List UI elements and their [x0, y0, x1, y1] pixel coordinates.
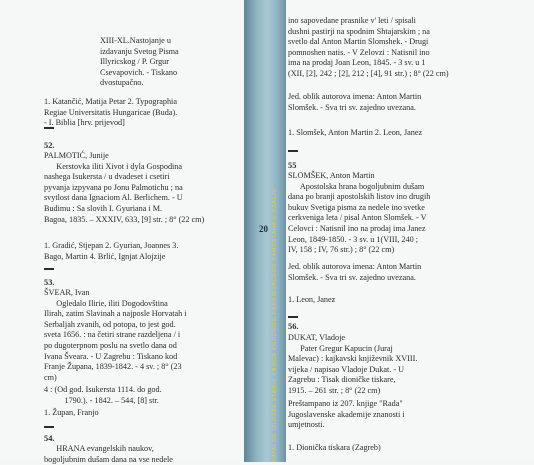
- entry52-index: [44, 241, 178, 262]
- entry-divider: [44, 426, 54, 428]
- text-line: IV, 158 ; IV, 76 str.) ; 8° (22 cm): [288, 245, 395, 255]
- text-line: 1790.). - 1842. – 544, [8] str.: [44, 395, 159, 405]
- entry56-note: [288, 399, 405, 431]
- text-line: po dugoterpnom poslu na svetlo dana od: [44, 340, 177, 350]
- text-line: HRANA evangelskih naukov,: [44, 444, 154, 453]
- text-line: nashega Isukersta / u dvadeset i csetiri: [44, 172, 170, 182]
- text-line: izdavanju Svetog Pisma: [100, 46, 179, 56]
- text-line: Slomšek. - Sva tri sv. zajedno uvezana.: [288, 102, 416, 112]
- text-line: pomnoshen natis. - V Zelovzi : Natisnil ino: [288, 47, 430, 57]
- text-line: Budimu : Sa slovih I. Gyuriana i M.: [44, 203, 163, 213]
- text-line: dana po branji apostolskih listov ino drugih: [288, 192, 431, 202]
- entry54-number: 54.: [44, 434, 55, 443]
- text-line: 1. Gradić, Stjepan 2. Gyurian, Joannes 3.: [44, 241, 179, 250]
- entry55-index: 1. Leon, Janez: [288, 295, 336, 304]
- entry55-heading: SLOMŠEK, Anton Martin: [288, 171, 375, 180]
- text-line: Jed. oblik autorova imena: Anton Martin: [288, 92, 422, 101]
- text-line: Franje Župana, 1839-1842. - 4 sv. ; 8° (23: [44, 362, 182, 372]
- text-line: umjetnosti.: [288, 420, 325, 430]
- text-line: svetlo dal Anton Martin Slomshek. - Drugi: [288, 37, 429, 47]
- entry56-index: 1. Dionička tiskara (Zagreb): [288, 443, 381, 452]
- text-line: dvostupačno.: [100, 78, 144, 88]
- text-line: Serbaljah zvanih, od potopa, to jest god.: [44, 319, 176, 329]
- text-line: bogoljubnim dušam dana na vse nedele: [44, 454, 173, 464]
- text-line: bukuv Svetiga pisma za nedele ino svetke: [288, 202, 425, 212]
- text-line: Malevac) : kajkavski književnik XVIII.: [288, 354, 418, 364]
- text-line: Zagrebu : Tisak dioničke tiskare,: [288, 375, 396, 385]
- entry-divider: [44, 127, 54, 129]
- entry54-continuation: [288, 16, 449, 80]
- text-line: Slomšek. - Sva tri sv. zajedno uvezana.: [288, 272, 416, 282]
- entry53-record: [44, 288, 187, 383]
- text-line: Apostolska hrana bogoljubnim dušam: [288, 181, 425, 191]
- text-line: dushni pastirji na spodnim Shtajarskim ; na: [288, 26, 430, 36]
- right-page: [286, 0, 534, 462]
- text-line: Jed. oblik autorova imena: Anton Martin: [288, 262, 422, 271]
- text-line: - I. Biblia [hrv. prijevod]: [44, 118, 125, 128]
- entry52-heading: PALMOTIĆ, Junije: [44, 151, 109, 160]
- text-line: Jugoslavenske akademije znanosti i: [288, 409, 405, 419]
- text-line: 1915. – 261 str. ; 8° (22 cm): [288, 385, 381, 395]
- entry55-note: [288, 262, 421, 283]
- text-line: Leon, 1849-1850. - 3 sv. u 1(VIII, 240 ;: [288, 234, 418, 244]
- text-line: Ivana Šveara. - U Zagrebu : Tiskano kod: [44, 351, 178, 361]
- text-line: 4 : (Od god. Isukersta 1114. do god.: [44, 385, 162, 394]
- entry-divider: [288, 316, 298, 318]
- entry56-record: [288, 333, 417, 397]
- text-line: Ogledalo Ilirie, iliti Dogodovština: [44, 298, 168, 308]
- text-line: cerkveniga leta / pisal Anton Slomšek. - V: [288, 213, 427, 223]
- text-line: cm): [44, 372, 57, 382]
- text-line: Illyricskog / P. Grgur: [100, 57, 169, 67]
- text-line: XIII-XL.Nastojanje u: [100, 36, 171, 45]
- entry52-record: [44, 151, 204, 225]
- entry-divider: [44, 268, 54, 270]
- entry56-number: 56.: [288, 322, 299, 331]
- entry56-heading: DUKAT, Vladoje: [288, 333, 345, 342]
- text-line: 1. Katančić, Matija Petar 2. Typographia: [44, 97, 177, 106]
- text-line: Csevapovich. - Tiskano: [100, 67, 178, 77]
- text-line: ima na prodaj Joan Leon, 1845. - 3 sv. u 1: [288, 58, 426, 68]
- spine-text: KATALOG IZLOŽBE STARIH KNJIGA KNJIŽNICE FRANJEVAČKOG SAMOSTANA U OZALJU: [272, 187, 278, 462]
- text-line: sveta 1656. : na četiri strane razdeljena / i: [44, 330, 181, 340]
- text-line: Pater Gregur Kapucin (Juraj: [288, 343, 393, 353]
- entry54-note: [288, 92, 421, 113]
- text-line: (XII, [2], 242 ; [2], 212 ; [4], 91 str.) ; 8° (22 cm): [288, 68, 449, 78]
- entry54-index: 1. Slomšek, Anton Martin 2. Leon, Janez: [288, 128, 423, 137]
- entry-divider: [288, 150, 298, 152]
- entry53-number: 53.: [44, 278, 55, 287]
- text-line: Celovci : Natisnil ino na prodaj ima Janez: [288, 223, 426, 233]
- entry53-volumes: [44, 385, 162, 406]
- entry55-record: [288, 171, 430, 256]
- text-line: Regiae Universitatis Hungaricae (Buda).: [44, 107, 178, 117]
- left-page: [0, 0, 244, 462]
- entry53-heading: ŠVEAR, Ivan: [44, 288, 90, 297]
- text-line: pyvanja izpyvana po Jonu Palmotichu ; na: [44, 182, 183, 192]
- text-line: svytlost dana Ignaciom Al. Berlichem. - U: [44, 193, 183, 203]
- text-line: Preštampano iz 207. knjige "Rada": [288, 399, 403, 408]
- entry53-index: 1. Župan, Franjo: [44, 408, 99, 417]
- entry51-index: [44, 97, 177, 129]
- entry51-title-block: [100, 36, 179, 89]
- text-line: Bagoa, 1835. – XXXIV, 633, [9] str. ; 8° (22 cm): [44, 214, 205, 224]
- entry52-number: 52.: [44, 141, 55, 150]
- text-line: Bago, Martin 4. Brlić, Ignjat Alojzije: [44, 251, 166, 261]
- text-line: Ilirah, zatim Slavinah a najposle Horvatah i: [44, 309, 187, 319]
- text-line: ino sapovedane prasnike v' leti / spisali: [288, 16, 416, 25]
- page-number: 20: [259, 224, 268, 234]
- text-line: Kerstovka iliti Xivot i dyla Gospodina: [44, 161, 183, 171]
- entry55-number: 55: [288, 161, 297, 170]
- text-line: vijeka / napisao Vladoje Dukat. - U: [288, 364, 405, 374]
